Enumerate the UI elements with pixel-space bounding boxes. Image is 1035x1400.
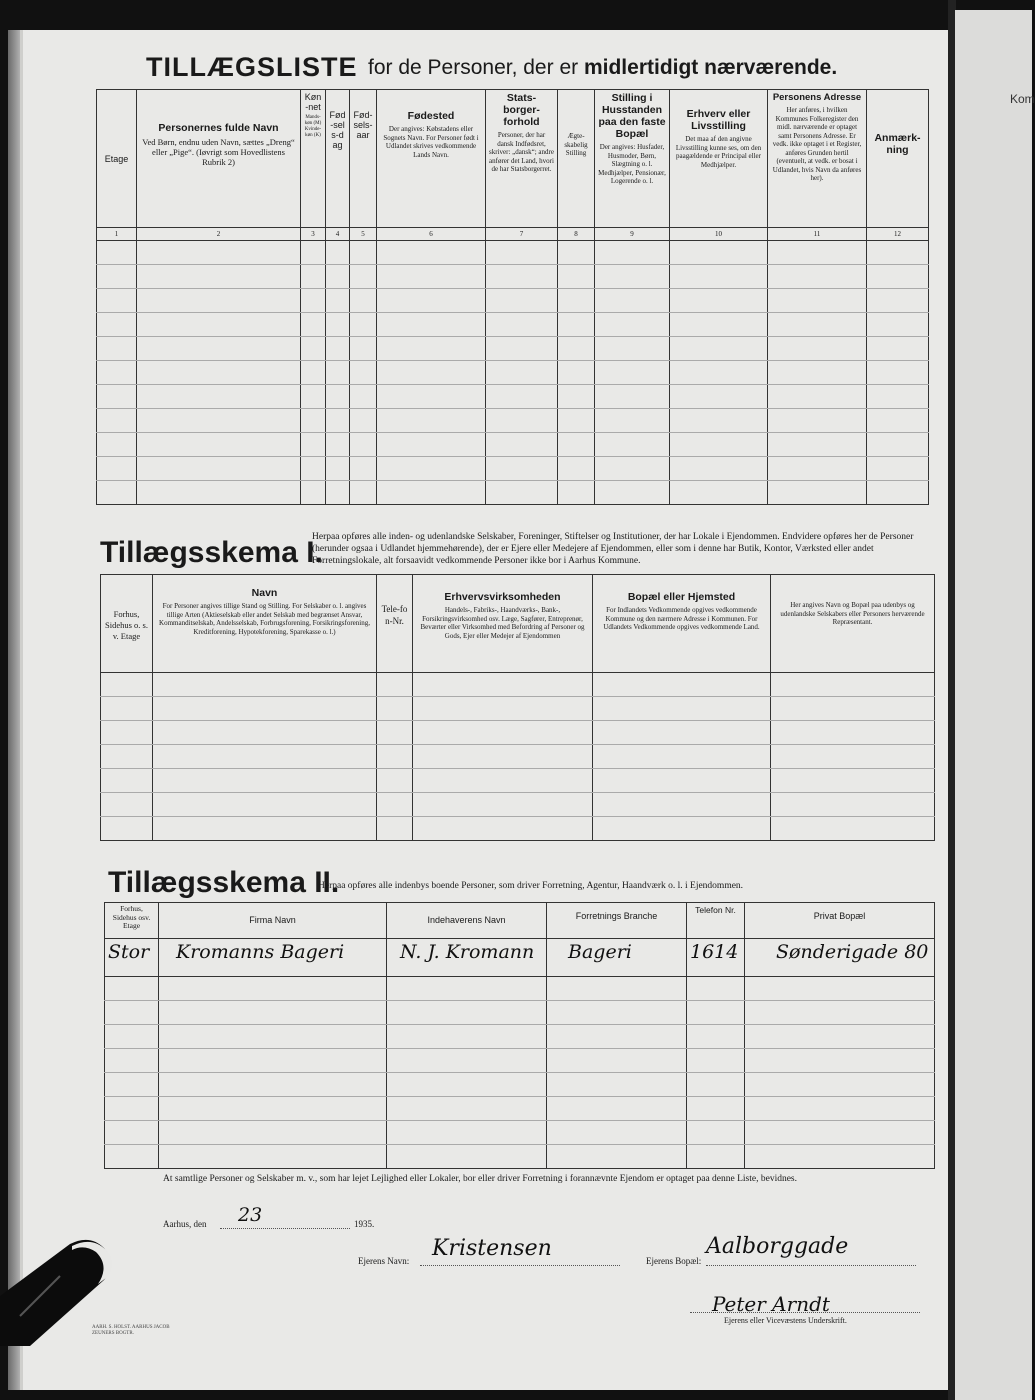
- t1-col-etage: [97, 90, 137, 228]
- s1-col-repr-sub: Her angives Navn og Bopæl paa udenbys og udenlandske Selskabers eller Personers herværende Repræsentant.: [780, 601, 925, 626]
- t1-col-adresse-sub: Her anføres, i hvilken Kommunes Folkeregister den midl. nærværende er optaget samt Personens Adresse. Er vedk. ikke optaget i et Register, anføres Grunden hertil (eventuelt, at vedk. er bosat i Udlandet, hvis Navn da anføres her).: [772, 106, 862, 182]
- table-row: [105, 1097, 935, 1121]
- s2-entry-bopael: [745, 939, 935, 977]
- adjacent-page: [955, 10, 1035, 1400]
- s2-entry-firma: [159, 939, 387, 977]
- table-row: [105, 1121, 935, 1145]
- t1-num-10: [670, 228, 768, 241]
- t1-col-aar: [350, 90, 377, 228]
- table-row: [105, 977, 935, 1001]
- t1-col-stats-label: Stats-borger-forhold: [503, 92, 540, 128]
- table-row: [101, 817, 935, 841]
- date-line: [220, 1228, 350, 1229]
- table-row: [97, 289, 929, 313]
- printer-imprint: AARH. S. HOLST. AARHUS JACOB ZEUNERS BOGTR.: [92, 1325, 170, 1336]
- s1-col-repr: [771, 575, 935, 673]
- s1-col-navn: [153, 575, 377, 673]
- title-bold2: midlertidigt nærværende.: [583, 56, 838, 79]
- s2-entry-bopael-text: Sønderigade 80: [776, 941, 929, 963]
- s2-entry-etage-text: Stor: [108, 941, 150, 963]
- table-row: [97, 457, 929, 481]
- t1-col-adresse-label: Personens Adresse: [772, 92, 862, 103]
- t1-col-erhverv-label: Erhverv eller Livsstilling: [686, 108, 751, 132]
- t1-col-kon: [301, 90, 326, 228]
- table-row: [97, 241, 929, 265]
- table1-number-row: [97, 228, 929, 241]
- s1-col-erhverv-sub: Handels-, Fabriks-, Haandværks-, Bank-, Forsikringsvirksomhed osv. Læge, Sagfører, Entreprenør, Beværter eller Virksomhed med Befordring af Personer og Gods, Ejer eller Medejer af Ejendommen: [420, 606, 585, 640]
- t1-num-1-text: 1: [114, 230, 119, 238]
- t1-col-dag-label: Fød-sels-dag: [329, 110, 346, 150]
- t1-col-stilling-label: Stilling i Husstanden paa den faste Bopæl: [598, 92, 666, 140]
- schema2-title: Tillægsskema II.: [108, 866, 340, 899]
- s1-col-etage-label: Forhus, Sidehus o. s. v. Etage: [105, 608, 148, 641]
- t1-col-kon-label: Køn-net: [304, 92, 322, 112]
- owner-address-label: Ejerens Bopæl:: [646, 1256, 702, 1266]
- t1-num-8-text: 8: [574, 230, 578, 238]
- main-title-rest: [368, 56, 837, 80]
- table-row: [101, 721, 935, 745]
- title-pre: for de Personer, der er: [368, 56, 579, 79]
- table-row: [105, 1025, 935, 1049]
- schema2-entry-row: [105, 939, 935, 977]
- table-row: [97, 313, 929, 337]
- table-row: [105, 1049, 935, 1073]
- table-row: [97, 337, 929, 361]
- t1-col-fodested: [377, 90, 486, 228]
- s2-entry-telefon-text: 1614: [690, 941, 739, 963]
- t1-col-stilling: [595, 90, 670, 228]
- t1-num-3: [301, 228, 326, 241]
- t1-num-5-text: 5: [361, 230, 365, 238]
- t1-col-navn: [137, 90, 301, 228]
- table-row: [97, 265, 929, 289]
- t1-num-7-text: 7: [519, 230, 524, 238]
- table-row: [101, 673, 935, 697]
- t1-num-6: [377, 228, 486, 241]
- s2-col-etage: [105, 903, 159, 939]
- t1-col-fodested-sub: Der angives: Købstadens eller Sognets Navn. For Personer født i Udlandet skrives vedkommende Lands Navn.: [383, 125, 479, 159]
- s1-col-telefon-label: Tele-fon-Nr.: [381, 604, 408, 626]
- certification-statement: At samtlige Personer og Selskaber m. v., som har lejet Lejlighed eller Lokaler, bor eller driver Forretning i forannævnte Ejendom er optaget paa denne Liste, bevidnes.: [163, 1174, 797, 1184]
- place-label: Aarhus, den: [163, 1219, 207, 1229]
- owner-address: Aalborggade: [706, 1234, 849, 1259]
- t1-col-navn-label: Personernes fulde Navn: [158, 122, 279, 134]
- schema2-intro: Herpaa opføres alle indenbys boende Personer, som driver Forretning, Agentur, Haandværk o. l. i Ejendommen.: [318, 881, 744, 891]
- pen-icon: [0, 1236, 120, 1346]
- t1-num-2-text: 2: [216, 230, 221, 238]
- table-row: [101, 697, 935, 721]
- s2-col-firma-label: Firma Navn: [249, 915, 296, 925]
- s1-col-erhverv: [413, 575, 593, 673]
- t1-num-12-text: 12: [894, 230, 901, 238]
- t1-num-8: [558, 228, 595, 241]
- date-day: 23: [238, 1204, 263, 1226]
- t1-num-4: [326, 228, 350, 241]
- t1-col-erhverv-sub: Det maa af den angivne Livsstilling kunne ses, om den paagældende er Principal eller Medhjælper.: [675, 135, 762, 169]
- t1-num-11: [768, 228, 867, 241]
- s1-col-erhverv-label: Erhvervsvirksomheden: [444, 591, 561, 603]
- t1-col-stats: [486, 90, 558, 228]
- table1-header-row: [97, 90, 929, 228]
- tillaegsliste-table: [96, 89, 929, 505]
- owner-address-line: [706, 1265, 916, 1266]
- s1-col-bopael-label: Bopæl eller Hjemsted: [627, 591, 736, 603]
- t1-num-5: [350, 228, 377, 241]
- table-row: [97, 361, 929, 385]
- t1-col-aegte-label: Ægte-skabelig Stilling: [564, 132, 588, 157]
- t1-num-9: [595, 228, 670, 241]
- t1-num-6-text: 6: [429, 230, 433, 238]
- t1-num-3-text: 3: [311, 230, 315, 238]
- table-row: [97, 481, 929, 505]
- t1-col-anmaerk-label: Anmærk-ning: [874, 132, 921, 156]
- schema2-table: [104, 902, 935, 1169]
- date-year: 1935.: [354, 1219, 375, 1229]
- s2-entry-branche: [547, 939, 687, 977]
- s2-col-indehaver-label: Indehaverens Navn: [427, 915, 506, 925]
- table-row: [97, 385, 929, 409]
- t1-col-adresse: [768, 90, 867, 228]
- s2-col-telefon: [687, 903, 745, 939]
- t1-num-2: [137, 228, 301, 241]
- schema1-header-row: [101, 575, 935, 673]
- main-title: TILLÆGSLISTE: [146, 52, 358, 82]
- t1-num-11-text: 11: [813, 230, 821, 238]
- s2-col-bopael-label: Privat Bopæl: [813, 911, 866, 921]
- t1-col-aegte: [558, 90, 595, 228]
- t1-col-kon-sub: Mands-køn (M) Kvinde-køn (K): [304, 115, 322, 138]
- s1-col-bopael: [593, 575, 771, 673]
- table-row: [105, 1073, 935, 1097]
- t1-num-1: [97, 228, 137, 241]
- s2-col-branche: [547, 903, 687, 939]
- table-row: [105, 1145, 935, 1169]
- t1-num-10-text: 10: [715, 230, 722, 238]
- s1-col-bopael-sub: For Indlandets Vedkommende opgives vedkommende Kommune og den nærmere Adresse i Kommunen. For Udlandets Vedkommende opgives vedkommende Land.: [603, 606, 760, 631]
- t1-col-etage-label: Etage: [104, 153, 129, 164]
- s2-col-branche-label: Forretnings Branche: [575, 911, 658, 921]
- owner-name-line: [420, 1265, 620, 1266]
- s2-col-firma: [159, 903, 387, 939]
- schema1-table: [100, 574, 935, 841]
- s2-entry-etage: [105, 939, 159, 977]
- s1-col-etage: [101, 575, 153, 673]
- signature-label: Ejerens eller Vicevæstens Underskrift.: [724, 1316, 847, 1325]
- table-row: [105, 1001, 935, 1025]
- signature-line: [690, 1312, 920, 1313]
- schema1-intro: Herpaa opføres alle inden- og udenlandske Selskaber, Foreninger, Stiftelser og Institutioner, der har Lokale i Ejendommen. Endvidere opføres her de Personer (herunder ogsaa i Udlandet hjemmehørende), der er Ejere eller Medejere af Ejendommen, eller som i denne har Butik, Kontor, Værksted eller andet Forretningslokale, alt forsaavidt vedkommende Personer ikke bor i Aarhus Kommune.: [312, 532, 914, 566]
- table-row: [101, 769, 935, 793]
- s1-col-telefon: [377, 575, 413, 673]
- t1-num-9-text: 9: [630, 230, 634, 238]
- schema1-title: Tillægsskema I.: [100, 536, 323, 569]
- t1-col-erhverv: [670, 90, 768, 228]
- s2-entry-firma-text: Kromanns Bageri: [176, 941, 345, 963]
- t1-col-aar-label: Fød-sels-aar: [353, 110, 373, 140]
- s2-entry-telefon: [687, 939, 745, 977]
- signature: Peter Arndt: [712, 1292, 830, 1316]
- s2-col-indehaver: [387, 903, 547, 939]
- t1-num-4-text: 4: [335, 230, 340, 238]
- t1-col-stilling-sub: Der angives: Husfader, Husmoder, Børn, Slægtning o. l. Medhjælper, Pensionær, Logerende o. l.: [598, 143, 666, 185]
- s1-col-navn-label: Navn: [251, 587, 278, 599]
- t1-col-anmaerk: [867, 90, 929, 228]
- s2-col-telefon-label: Telefon Nr.: [695, 905, 736, 915]
- owner-name: Kristensen: [432, 1236, 552, 1261]
- t1-col-stats-sub: Personer, der har dansk Indfødsret, skriver: „dansk“; andre anfører det Land, hvori de har Statsborgerret.: [489, 131, 554, 173]
- s2-col-bopael: [745, 903, 935, 939]
- s2-col-etage-label: Forhus, Sidehus osv. Etage: [112, 904, 151, 930]
- table-row: [101, 745, 935, 769]
- table-row: [97, 409, 929, 433]
- t1-num-12: [867, 228, 929, 241]
- s2-entry-branche-text: Bageri: [568, 941, 632, 963]
- schema2-header-row: [105, 903, 935, 939]
- t1-num-7: [486, 228, 558, 241]
- t1-col-dag: [326, 90, 350, 228]
- s2-entry-indehaver: [387, 939, 547, 977]
- owner-name-label: Ejerens Navn:: [358, 1256, 410, 1266]
- table-row: [101, 793, 935, 817]
- adjacent-page-text: Kom: [1010, 92, 1035, 106]
- table-row: [97, 433, 929, 457]
- s2-entry-indehaver-text: N. J. Kromann: [400, 941, 535, 963]
- t1-col-navn-sub: Ved Børn, endnu uden Navn, sættes „Dreng“ eller „Pige“. (Iøvrigt som Hovedlistens Rubrik 2): [142, 137, 295, 167]
- t1-col-fodested-label: Fødested: [407, 110, 455, 122]
- s1-col-navn-sub: For Personer angives tillige Stand og Stilling. For Selskaber o. l. angives tillige Arten (Aktieselskab eller andet Selskab med begrænset Ansvar, Kommanditselskab, Andelsselskab, Forbrugsforening, Forsikringsforening, Kreditforening, Hypotekforening, Sparekasse o. l.): [159, 602, 370, 636]
